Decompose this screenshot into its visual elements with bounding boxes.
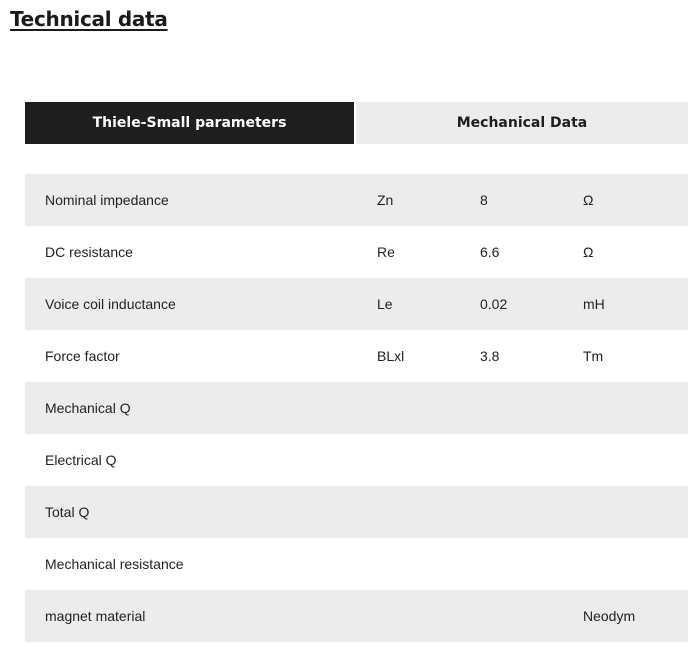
table-row	[25, 486, 688, 538]
table-row	[25, 382, 688, 434]
table-row	[25, 278, 688, 330]
param-unit: Ω	[583, 244, 594, 260]
param-name: DC resistance	[45, 244, 133, 260]
parameter-tabs	[25, 102, 688, 144]
param-value: 6.6	[480, 244, 500, 260]
table-row	[25, 434, 688, 486]
page-title: Technical data	[10, 7, 168, 31]
parameters-table	[25, 174, 688, 642]
table-row	[25, 330, 688, 382]
param-symbol: Zn	[377, 192, 394, 208]
param-value: 0.02	[480, 296, 508, 312]
param-symbol: BLxl	[377, 348, 405, 364]
param-name: Nominal impedance	[45, 192, 169, 208]
tab-thiele-small-parameters[interactable]: Thiele-Small parameters	[25, 102, 354, 144]
param-name: Mechanical resistance	[45, 556, 184, 572]
param-unit: mH	[583, 296, 605, 312]
param-unit: Tm	[583, 348, 604, 364]
param-name: Mechanical Q	[45, 400, 131, 416]
param-symbol: Le	[377, 296, 393, 312]
param-name: Force factor	[45, 348, 120, 364]
param-unit: Ω	[583, 192, 594, 208]
param-unit: Neodym	[583, 608, 636, 624]
param-name: Total Q	[45, 504, 90, 520]
param-value: 8	[480, 192, 488, 208]
table-row	[25, 538, 688, 590]
table-row	[25, 174, 688, 226]
table-row	[25, 226, 688, 278]
table-row	[25, 590, 688, 642]
param-name: Voice coil inductance	[45, 296, 176, 312]
param-value: 3.8	[480, 348, 500, 364]
param-name: Electrical Q	[45, 452, 117, 468]
param-name: magnet material	[45, 608, 146, 624]
tab-mechanical-data[interactable]: Mechanical Data	[356, 102, 688, 144]
param-symbol: Re	[377, 244, 395, 260]
